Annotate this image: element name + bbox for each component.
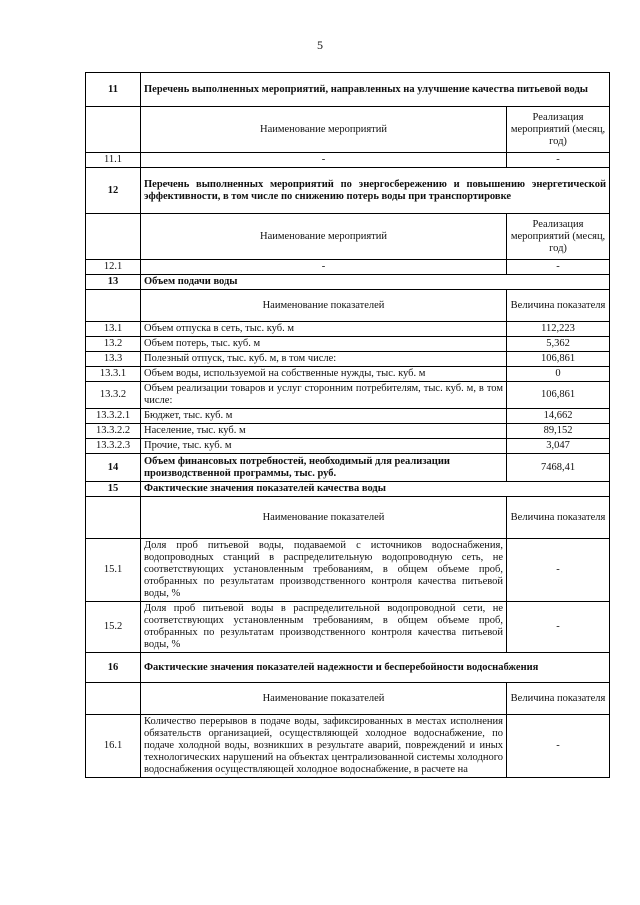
table-row [86,153,610,168]
row-number: 15.1 [86,539,141,602]
section-title: Фактические значения показателей надежности и бесперебойности водоснабжения [141,653,610,683]
empty-cell [86,683,141,715]
section-15-header-row [86,482,610,497]
row-value: 106,861 [507,352,610,367]
table-row [86,352,610,367]
section-title: Объем подачи воды [141,275,610,290]
row-number: 11.1 [86,153,141,168]
section-title: Перечень выполненных мероприятий, направленных на улучшение качества питьевой воды [141,73,610,107]
row-value: - [507,153,610,168]
empty-cell [86,290,141,322]
row-number: 13.1 [86,322,141,337]
row-number: 16.1 [86,715,141,778]
empty-cell [86,107,141,153]
row-value: 112,223 [507,322,610,337]
column-header-row [86,497,610,539]
row-name: - [141,260,507,275]
column-header-row [86,683,610,715]
row-name: Доля проб питьевой воды в распределительной водопроводной сети, не соответствующих установленным требованиям, в общем объеме проб, отобранных по результатам производственного контроля качества питьевой воды, % [141,602,507,653]
column-header-name: Наименование мероприятий [141,214,507,260]
row-number: 13.3.2.1 [86,409,141,424]
section-number: 16 [86,653,141,683]
table-row [86,715,610,778]
column-header-row [86,107,610,153]
row-number: 13.3.2.2 [86,424,141,439]
column-header-value: Реализация мероприятий (месяц, год) [507,214,610,260]
row-name: Население, тыс. куб. м [141,424,507,439]
row-value: 7468,41 [507,454,610,482]
row-value: 3,047 [507,439,610,454]
row-number: 12.1 [86,260,141,275]
row-name: Объем потерь, тыс. куб. м [141,337,507,352]
table-row [86,424,610,439]
table-row [86,382,610,409]
column-header-value: Величина показателя [507,497,610,539]
section-title: Перечень выполненных мероприятий по энергосбережению и повышению энергетической эффективности, в том числе по снижению потерь воды при транспортировке [141,168,610,214]
column-header-name: Наименование показателей [141,683,507,715]
row-name: Объем отпуска в сеть, тыс. куб. м [141,322,507,337]
row-value: - [507,539,610,602]
table-row [86,439,610,454]
row-name: - [141,153,507,168]
row-value: - [507,260,610,275]
row-value: 5,362 [507,337,610,352]
empty-cell [86,497,141,539]
column-header-row [86,214,610,260]
row-name: Доля проб питьевой воды, подаваемой с источников водоснабжения, водопроводных станций в распределительную водопроводную сеть, не соответствующих установленным требованиям, в общем объеме проб, отобранных по результатам производственного контроля качества питьевой воды, % [141,539,507,602]
column-header-value: Реализация мероприятий (месяц, год) [507,107,610,153]
table-row [86,322,610,337]
row-name: Полезный отпуск, тыс. куб. м, в том числе: [141,352,507,367]
table-row [86,409,610,424]
section-14-row [86,454,610,482]
table-row [86,539,610,602]
column-header-value: Величина показателя [507,290,610,322]
section-13-header-row [86,275,610,290]
row-name: Количество перерывов в подаче воды, зафиксированных в местах исполнения обязательств организацией, осуществляющей холодное водоснабжение, по подаче холодной воды, возникших в результате аварий, повреждений и иных технологических нарушений на объектах централизованной системы холодного водоснабжения осуществляющей холодное водоснабжение, в расчете на [141,715,507,778]
section-12-header-row [86,168,610,214]
row-name: Бюджет, тыс. куб. м [141,409,507,424]
table-row [86,367,610,382]
column-header-row [86,290,610,322]
report-table [85,72,610,778]
table-row [86,260,610,275]
section-16-header-row [86,653,610,683]
section-number: 13 [86,275,141,290]
row-number: 13.3.2 [86,382,141,409]
column-header-name: Наименование показателей [141,290,507,322]
section-title: Фактические значения показателей качества воды [141,482,610,497]
table-row [86,602,610,653]
column-header-name: Наименование мероприятий [141,107,507,153]
section-number: 11 [86,73,141,107]
section-number: 14 [86,454,141,482]
section-number: 12 [86,168,141,214]
row-name: Объем воды, используемой на собственные нужды, тыс. куб. м [141,367,507,382]
column-header-value: Величина показателя [507,683,610,715]
row-value: 14,662 [507,409,610,424]
row-name: Прочие, тыс. куб. м [141,439,507,454]
column-header-name: Наименование показателей [141,497,507,539]
section-number: 15 [86,482,141,497]
row-number: 13.2 [86,337,141,352]
row-number: 13.3.1 [86,367,141,382]
row-value: 0 [507,367,610,382]
row-value: 106,861 [507,382,610,409]
row-value: - [507,715,610,778]
row-value: 89,152 [507,424,610,439]
row-name: Объем реализации товаров и услуг сторонним потребителям, тыс. куб. м, в том числе: [141,382,507,409]
page-number: 5 [317,38,323,52]
row-value: - [507,602,610,653]
empty-cell [86,214,141,260]
section-11-header-row [86,73,610,107]
row-number: 13.3.2.3 [86,439,141,454]
section-title: Объем финансовых потребностей, необходимый для реализации производственной программы, тыс. руб. [141,454,507,482]
table-row [86,337,610,352]
row-number: 15.2 [86,602,141,653]
row-number: 13.3 [86,352,141,367]
